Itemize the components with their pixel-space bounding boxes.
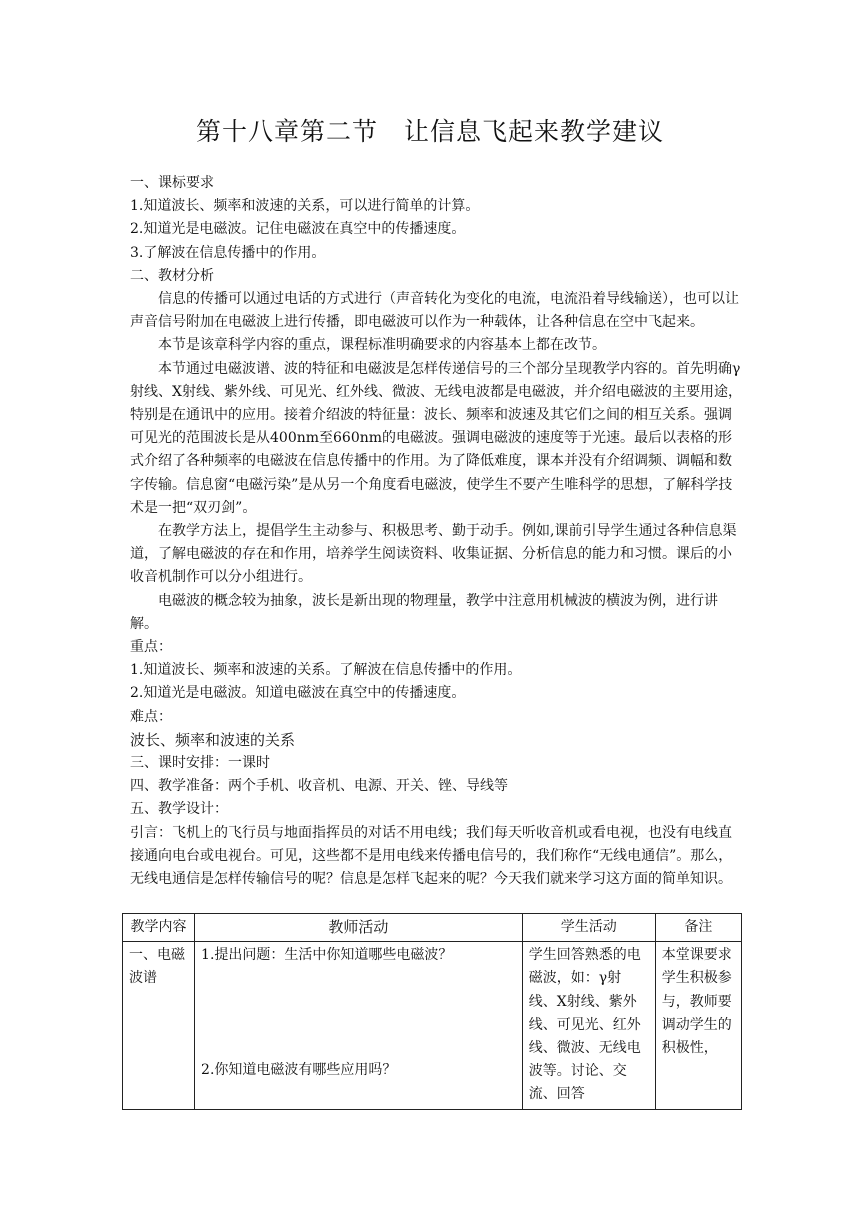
teacher-question: 2.你知道电磁波有哪些应用吗？ [201, 1062, 397, 1079]
table-row [123, 942, 742, 1109]
paragraph: 1.知道波长、频率和波速的关系，可以进行简单的计算。 [130, 198, 480, 215]
paragraph: 信息的传播可以通过电话的方式进行（声音转化为变化的电流，电流沿着导线输送），也可以让声音信号附加在电磁波上进行传播，即电磁波可以作为一种载体，让各种信息在空中飞起来。 [130, 291, 739, 331]
section-heading: 五、教学设计： [130, 801, 228, 818]
paragraph: 波长、频率和波速的关系 [130, 730, 296, 749]
difficulty-label: 难点： [130, 708, 172, 725]
table-header-cell: 备注 [655, 914, 741, 942]
section-heading: 四、教学准备：两个手机、收音机、电源、开关、锉、导线等 [130, 778, 508, 795]
section-heading: 一、课标要求 [130, 175, 214, 191]
section-heading: 三、课时安排：一课时 [130, 755, 270, 772]
paragraph: 1.知道波长、频率和波速的关系。了解波在信息传播中的作用。 [130, 662, 522, 679]
document-body [130, 172, 742, 891]
teaching-plan-table [122, 913, 742, 1110]
paragraph: 2.知道光是电磁波。知道电磁波在真空中的传播速度。 [130, 685, 466, 702]
table-header-row [123, 914, 742, 942]
page-title: 第十八章第二节 让信息飞起来教学建议 [195, 117, 664, 146]
table-cell: 本堂课要求学生积极参与，教师要调动学生的积极性， [655, 942, 741, 1109]
paragraph: 2.知道光是电磁波。记住电磁波在真空中的传播速度。 [130, 221, 466, 238]
table-header-cell: 教师活动 [195, 914, 523, 942]
paragraph: 3.了解波在信息传播中的作用。 [130, 244, 326, 261]
section-heading: 二、教材分析 [130, 267, 214, 284]
key-points-label: 重点： [130, 639, 172, 656]
table-header-cell: 教学内容 [123, 914, 195, 942]
paragraph: 在教学方法上，提倡学生主动参与、积极思考、勤于动手。例如,课前引导学生通过各种信息渠道，了解电磁波的存在和作用，培养学生阅读资料、收集证据、分析信息的能力和习惯。课后的小收音机制作可以分小组进行。 [130, 523, 737, 586]
teacher-question: 1.提出问题：生活中你知道哪些电磁波？ [201, 947, 453, 964]
table-cell [195, 942, 523, 1109]
table-cell: 学生回答熟悉的电磁波，如：γ射线、X射线、紫外线、可见光、红外线、微波、无线电波等。讨论、交流、回答 [522, 942, 655, 1109]
table-header-cell: 学生活动 [522, 914, 655, 942]
paragraph: 本节通过电磁波谱、波的特征和电磁波是怎样传递信号的三个部分呈现教学内容的。首先明确γ射线、X射线、紫外线、可见光、红外线、微波、无线电波都是电磁波，并介绍电磁波的主要用途，特别是在通讯中的应用。接着介绍波的特征量：波长、频率和波速及其它们之间的相互关系。强调可见光的范围波长是从400nm至660nm的电磁波。强调电磁波的速度等于光速。最后以表格的形式介绍了各种频率的电磁波在信息传播中的作用。为了降低难度，课本并没有介绍调频、调幅和数字传输。信息窗“电磁污染”是从另一个角度看电磁波，使学生不要产生唯科学的思想，了解科学技术是一把“双刃剑”。 [130, 360, 742, 516]
paragraph: 电磁波的概念较为抽象，波长是新出现的物理量，教学中注意用机械波的横波为例，进行讲解。 [130, 592, 718, 632]
paragraph: 引言：飞机上的飞行员与地面指挥员的对话不用电线；我们每天听收音机或看电视，也没有电线直接通向电台或电视台。可见，这些都不是用电线来传播电信号的，我们称作“无线电通信”。那么，无线电通信是怎样传输信号的呢？信息是怎样飞起来的呢？今天我们就来学习这方面的简单知识。 [130, 824, 733, 888]
table-cell: 一、电磁波谱 [123, 942, 195, 1109]
paragraph: 本节是该章科学内容的重点，课程标准明确要求的内容基本上都在改节。 [158, 337, 606, 354]
